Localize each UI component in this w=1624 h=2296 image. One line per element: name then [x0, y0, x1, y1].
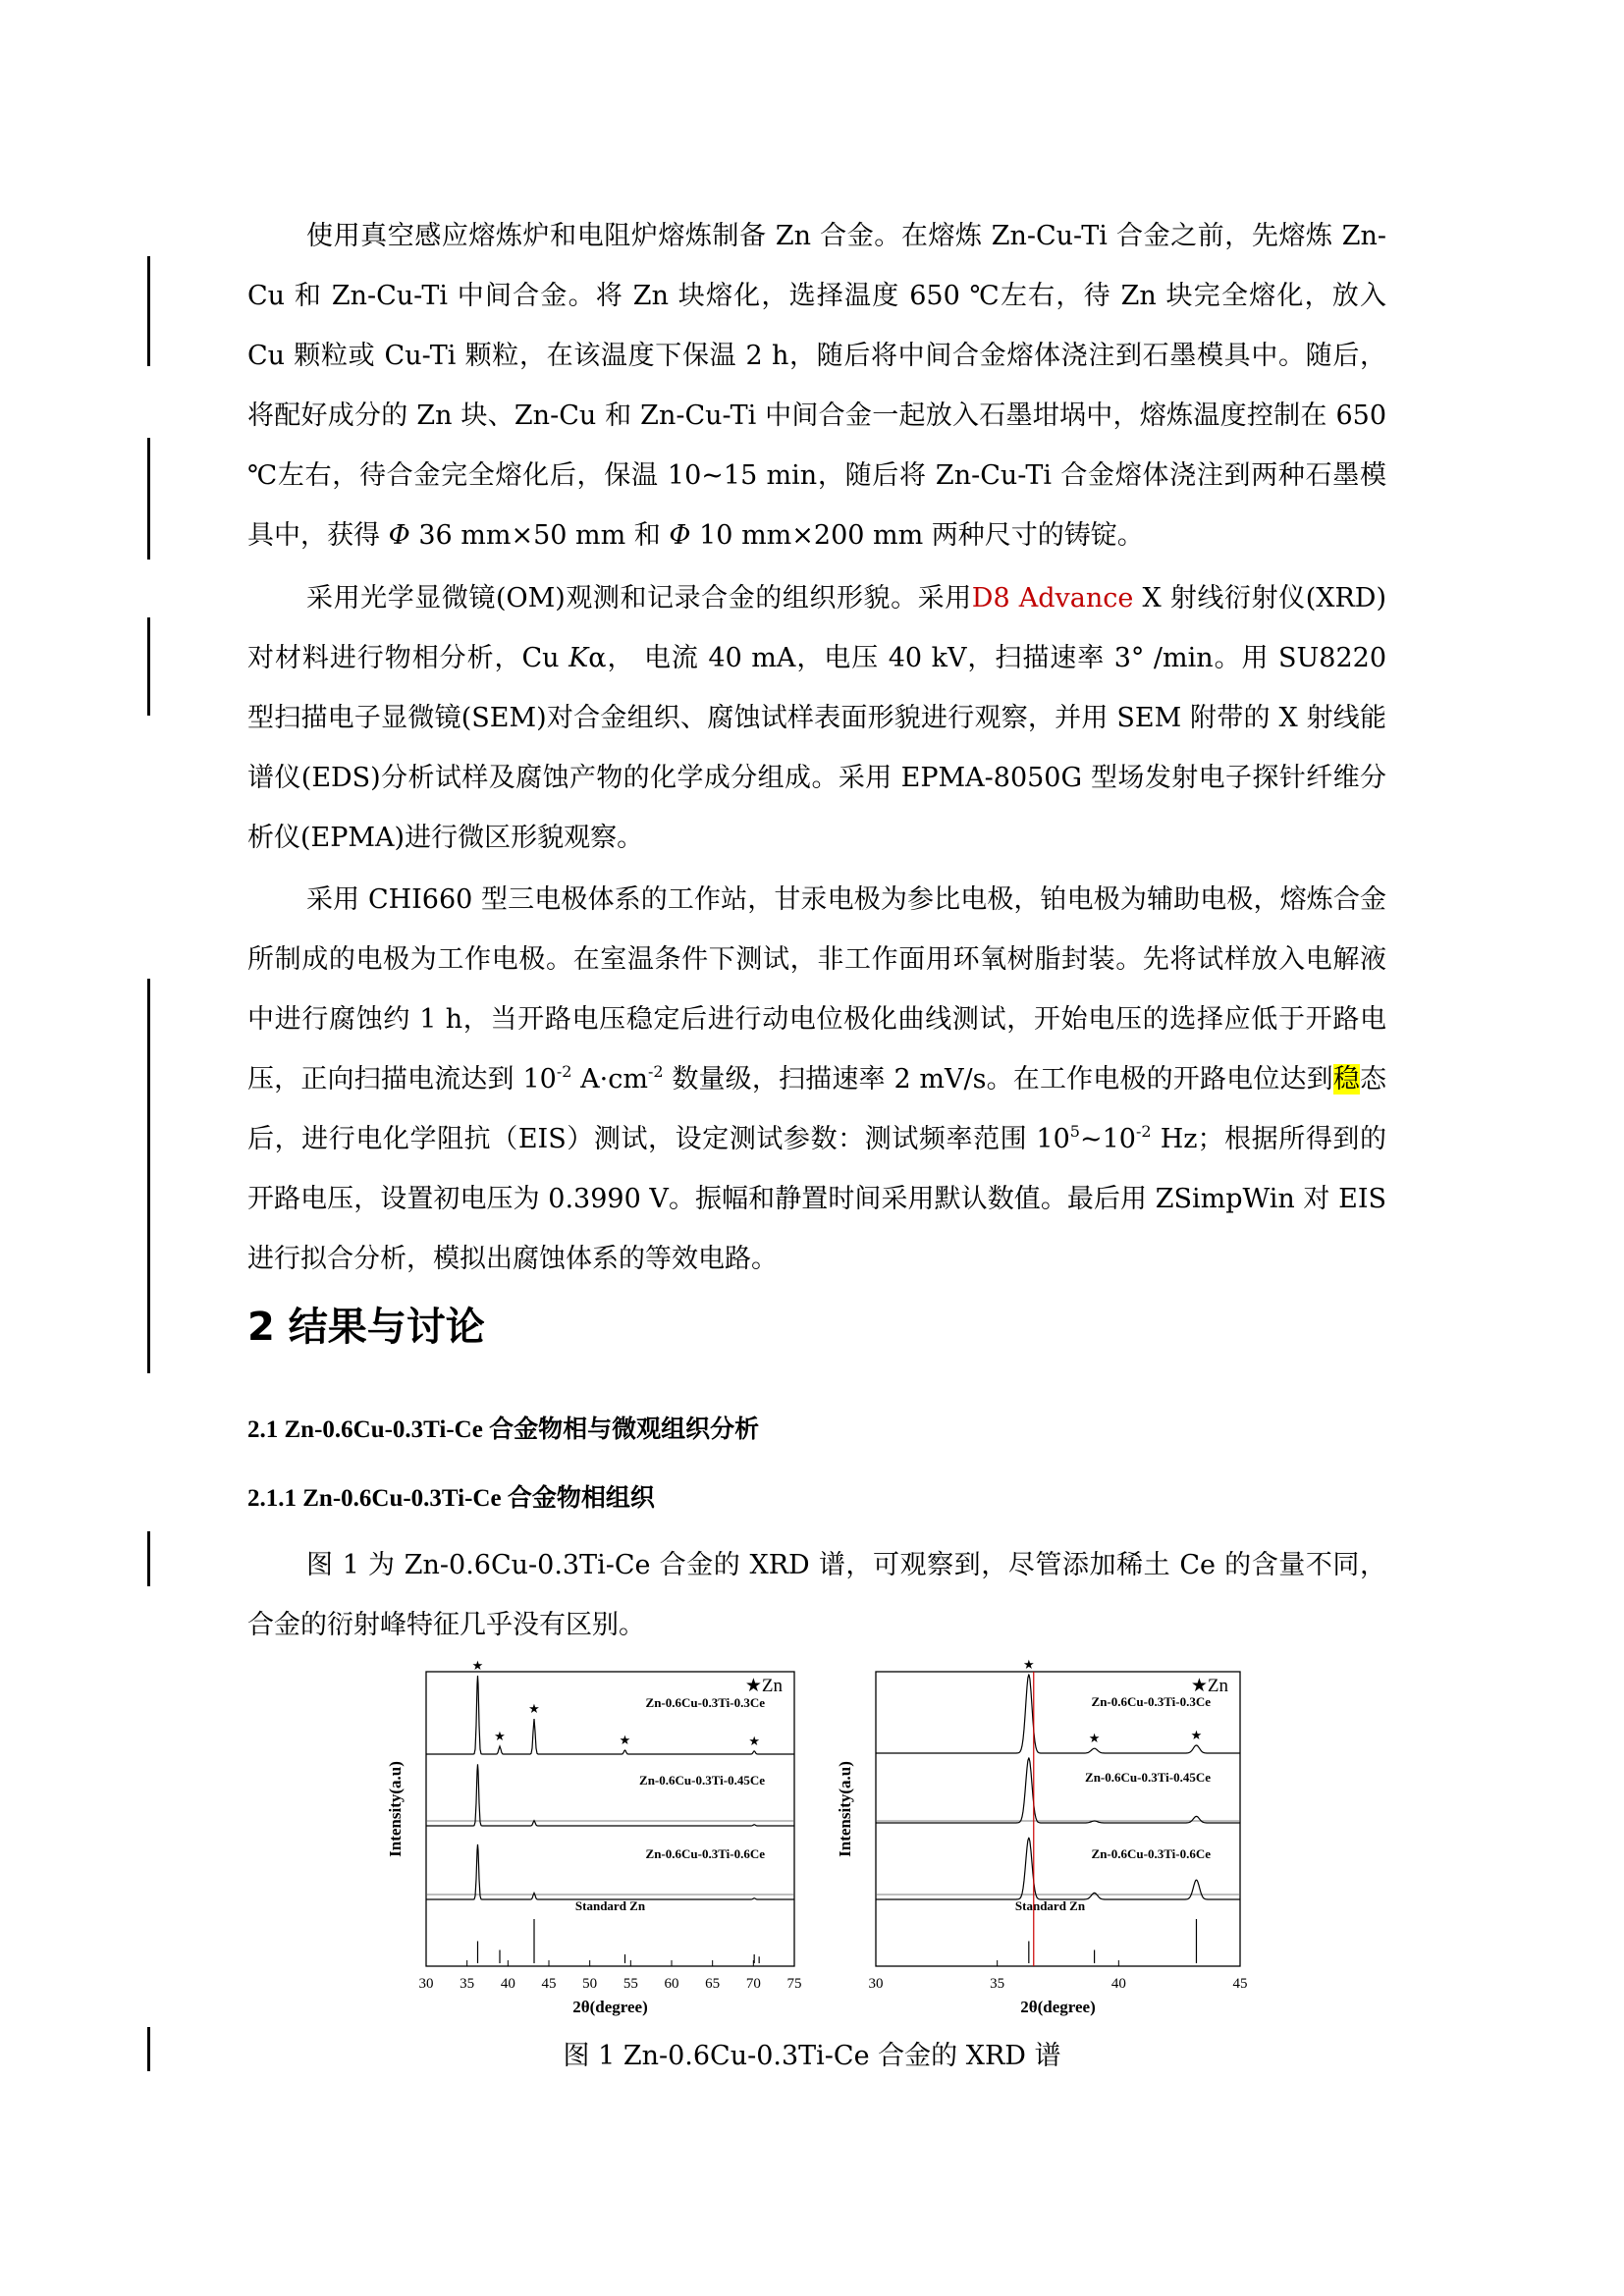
series-label: Zn-0.6Cu-0.3Ti-0.6Ce — [1091, 1846, 1211, 1861]
y-axis-label: Intensity(a.u) — [386, 1761, 405, 1857]
peak-star: ★ — [494, 1729, 506, 1743]
paragraph-melting: 使用真空感应熔炼炉和电阻炉熔炼制备 Zn 合金。在熔炼 Zn-Cu-Ti 合金之前，先熔炼 Zn-Cu 和 Zn-Cu-Ti 中间合金。将 Zn 块熔化，选择温度 650 ℃左右，待 Zn 块完全熔化，放入 Cu 颗粒或 Cu-Ti 颗粒，在该温度下保温 2 h，随后将中间合金熔体浇注到石墨模具中。随后，将配好成分的 Zn 块、Zn-Cu 和 Zn-Cu-Ti 中间合金一起放入石墨坩埚中，熔炼温度控制在 650 ℃左右，待合金完全熔化后，保温 10~15 min，随后将 Zn-Cu-Ti 合金熔体浇注到两种石墨模具中，获得 Φ 36 mm×50 mm 和 Φ 10 mm×200 mm 两种尺寸的铸锭。 — [247, 221, 1386, 551]
x-tick-label: 60 — [664, 1976, 679, 1992]
subsection-heading: 2.1 Zn-0.6Cu-0.3Ti-Ce 合金物相与微观组织分析 — [247, 1416, 760, 1443]
instrument-name: D8 Advance — [971, 583, 1134, 614]
x-tick-label: 40 — [500, 1976, 515, 1992]
figure-caption: 图 1 Zn-0.6Cu-0.3Ti-Ce 合金的 XRD 谱 — [563, 2041, 1061, 2071]
series-label: Zn-0.6Cu-0.3Ti-0.3Ce — [645, 1695, 765, 1710]
x-axis-label: 2θ(degree) — [1020, 1998, 1096, 2016]
paragraph-characterization: 采用光学显微镜(OM)观测和记录合金的组织形貌。采用D8 Advance X 射线衍射仪(XRD)对材料进行物相分析，Cu Kα， 电流 40 mA，电压 40 kV，扫描速率 3° /min。用 SU8220 型扫描电子显微镜(SEM)对合金组织、腐蚀试样表面形貌进行观察，并用 SEM 附带的 X 射线能谱仪(EDS)分析试样及腐蚀产物的化学成分组成。采用 EPMA-8050G 型场发射电子探针纤维分析仪(EPMA)进行微区形貌观察。 — [247, 583, 1386, 853]
x-tick-label: 40 — [1110, 1976, 1126, 1992]
peak-star: ★ — [619, 1733, 631, 1747]
plot-frame — [426, 1672, 794, 1966]
x-axis-label: 2θ(degree) — [572, 1998, 648, 2016]
reference-label: Standard Zn — [574, 1898, 646, 1913]
series-line — [876, 1758, 1240, 1823]
legend-label: ★Zn — [1190, 1676, 1228, 1696]
plot-frame — [876, 1672, 1240, 1966]
x-tick-label: 70 — [745, 1976, 761, 1992]
paragraph-electrochemistry: 采用 CHI660 型三电极体系的工作站，甘汞电极为参比电极，铂电极为辅助电极，熔炼合金所制成的电极为工作电极。在室温条件下测试，非工作面用环氧树脂封装。先将试样放入电解液中进行腐蚀约 1 h，当开路电压稳定后进行动电位极化曲线测试，开始电压的选择应低于开路电压，正向扫描电流达到 $10^{-2}$ $A\cdot cm^{-2}$ 数量级，扫描速率 2 mV/s。在工作电极的开路电位达到稳态后，进行电化学阻抗（EIS）测试，设定测试参数：测试频率范围 $10^5\sim 10^{-2}$ Hz；根据所得到的开路电压，设置初电压为 0.3990 V。振幅和静置时间采用默认数值。最后用 ZSimpWin 对 EIS 进行拟合分析，模拟出腐蚀体系的等效电路。 — [247, 884, 1386, 1274]
section-heading: 2 结果与讨论 — [247, 1305, 485, 1350]
x-tick-label: 45 — [1232, 1976, 1248, 1992]
y-axis-label: Intensity(a.u) — [836, 1761, 854, 1857]
peak-star: ★ — [1088, 1731, 1101, 1746]
series-label: Zn-0.6Cu-0.3Ti-0.45Ce — [639, 1773, 765, 1788]
series-label: Zn-0.6Cu-0.3Ti-0.45Ce — [1085, 1770, 1211, 1785]
x-tick-label: 55 — [623, 1976, 638, 1992]
highlighted-char: 稳 — [1332, 1064, 1360, 1095]
x-tick-label: 30 — [418, 1976, 434, 1992]
paragraph-xrd-intro: 图 1 为 Zn-0.6Cu-0.3Ti-Ce 合金的 XRD 谱，可观察到，尽管添加稀土 Ce 的含量不同，合金的衍射峰特征几乎没有区别。 — [247, 1550, 1386, 1640]
x-tick-label: 35 — [460, 1976, 475, 1992]
x-tick-label: 65 — [705, 1976, 721, 1992]
peak-star: ★ — [1190, 1728, 1203, 1742]
series-label: Zn-0.6Cu-0.3Ti-0.6Ce — [645, 1846, 765, 1861]
peak-star: ★ — [1022, 1657, 1035, 1672]
x-tick-label: 75 — [786, 1976, 802, 1992]
peak-star: ★ — [528, 1701, 540, 1716]
subsubsection-heading: 2.1.1 Zn-0.6Cu-0.3Ti-Ce 合金物相组织 — [247, 1485, 655, 1512]
series-label: Zn-0.6Cu-0.3Ti-0.3Ce — [1091, 1694, 1211, 1709]
x-tick-label: 45 — [541, 1976, 557, 1992]
x-tick-label: 30 — [868, 1976, 884, 1992]
reference-label: Standard Zn — [1014, 1898, 1086, 1913]
x-tick-label: 35 — [990, 1976, 1005, 1992]
peak-star: ★ — [471, 1658, 484, 1673]
legend-label: ★Zn — [744, 1676, 783, 1696]
series-line — [426, 1676, 794, 1754]
series-line — [876, 1675, 1240, 1753]
peak-star: ★ — [748, 1733, 760, 1748]
x-tick-label: 50 — [582, 1976, 598, 1992]
